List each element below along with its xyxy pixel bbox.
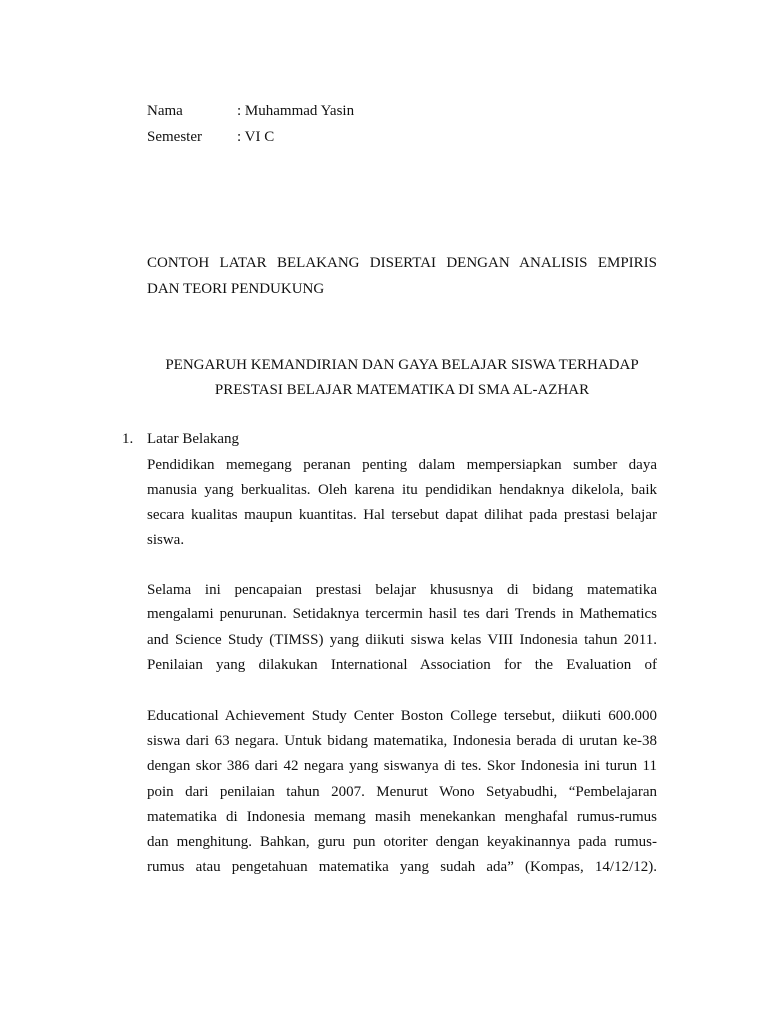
paragraph2-line-1: Selama ini pencapaian prestasi belajar khususnya di bidang matematika bbox=[147, 582, 657, 598]
semester-value: : VI C bbox=[237, 129, 275, 145]
paragraph3-line-5: matematika di Indonesia memang masih menekankan menghafal rumus-rumus bbox=[147, 809, 657, 825]
paragraph3-line-3: dengan skor 386 dari 42 negara yang siswanya di tes. Skor Indonesia ini turun 11 bbox=[147, 758, 657, 774]
paragraph2-line-2: mengalami penurunan. Setidaknya tercermin hasil tes dari Trends in Mathematics bbox=[147, 606, 657, 622]
heading-line-2: DAN TEORI PENDUKUNG bbox=[147, 281, 325, 297]
identity-semester-row bbox=[147, 129, 274, 146]
paragraph1-line-4: siswa. bbox=[147, 532, 185, 548]
identity-name-row bbox=[147, 103, 354, 120]
section-title: Latar Belakang bbox=[147, 431, 240, 447]
name-value: : Muhammad Yasin bbox=[237, 103, 355, 119]
paragraph1-line-1: Pendidikan memegang peranan penting dalam mempersiapkan sumber daya bbox=[147, 457, 657, 473]
name-label: Nama bbox=[147, 103, 183, 119]
section-number: 1. bbox=[122, 431, 134, 447]
paragraph3-line-2: siswa dari 63 negara. Untuk bidang matematika, Indonesia berada di urutan ke-38 bbox=[147, 733, 657, 749]
paragraph2-line-4: Penilaian yang dilakukan International Association for the Evaluation of bbox=[147, 657, 657, 673]
paragraph2-line-3: and Science Study (TIMSS) yang diikuti siswa kelas VIII Indonesia tahun 2011. bbox=[147, 632, 657, 648]
title-line-1: PENGARUH KEMANDIRIAN DAN GAYA BELAJAR SISWA TERHADAP bbox=[165, 357, 639, 373]
paragraph3-line-4: poin dari penilaian tahun 2007. Menurut Wono Setyabudhi, “Pembelajaran bbox=[147, 784, 657, 800]
title-line-2: PRESTASI BELAJAR MATEMATIKA DI SMA AL-AZHAR bbox=[214, 382, 590, 398]
paragraph1-line-2: manusia yang berkualitas. Oleh karena itu pendidikan hendaknya dikelola, baik bbox=[147, 482, 657, 498]
paragraph3-line-6: dan menghitung. Bahkan, guru pun otoriter dengan keyakinannya pada rumus- bbox=[147, 834, 657, 850]
semester-label: Semester bbox=[147, 129, 202, 145]
paragraph3-line-7: rumus atau pengetahuan matematika yang sudah ada” (Kompas, 14/12/12). bbox=[147, 859, 657, 875]
heading-line-1: CONTOH LATAR BELAKANG DISERTAI DENGAN ANALISIS EMPIRIS bbox=[147, 255, 657, 271]
paragraph3-line-1: Educational Achievement Study Center Boston College tersebut, diikuti 600.000 bbox=[147, 708, 657, 724]
paragraph1-line-3: secara kualitas maupun kuantitas. Hal tersebut dapat dilihat pada prestasi belajar bbox=[147, 507, 657, 523]
